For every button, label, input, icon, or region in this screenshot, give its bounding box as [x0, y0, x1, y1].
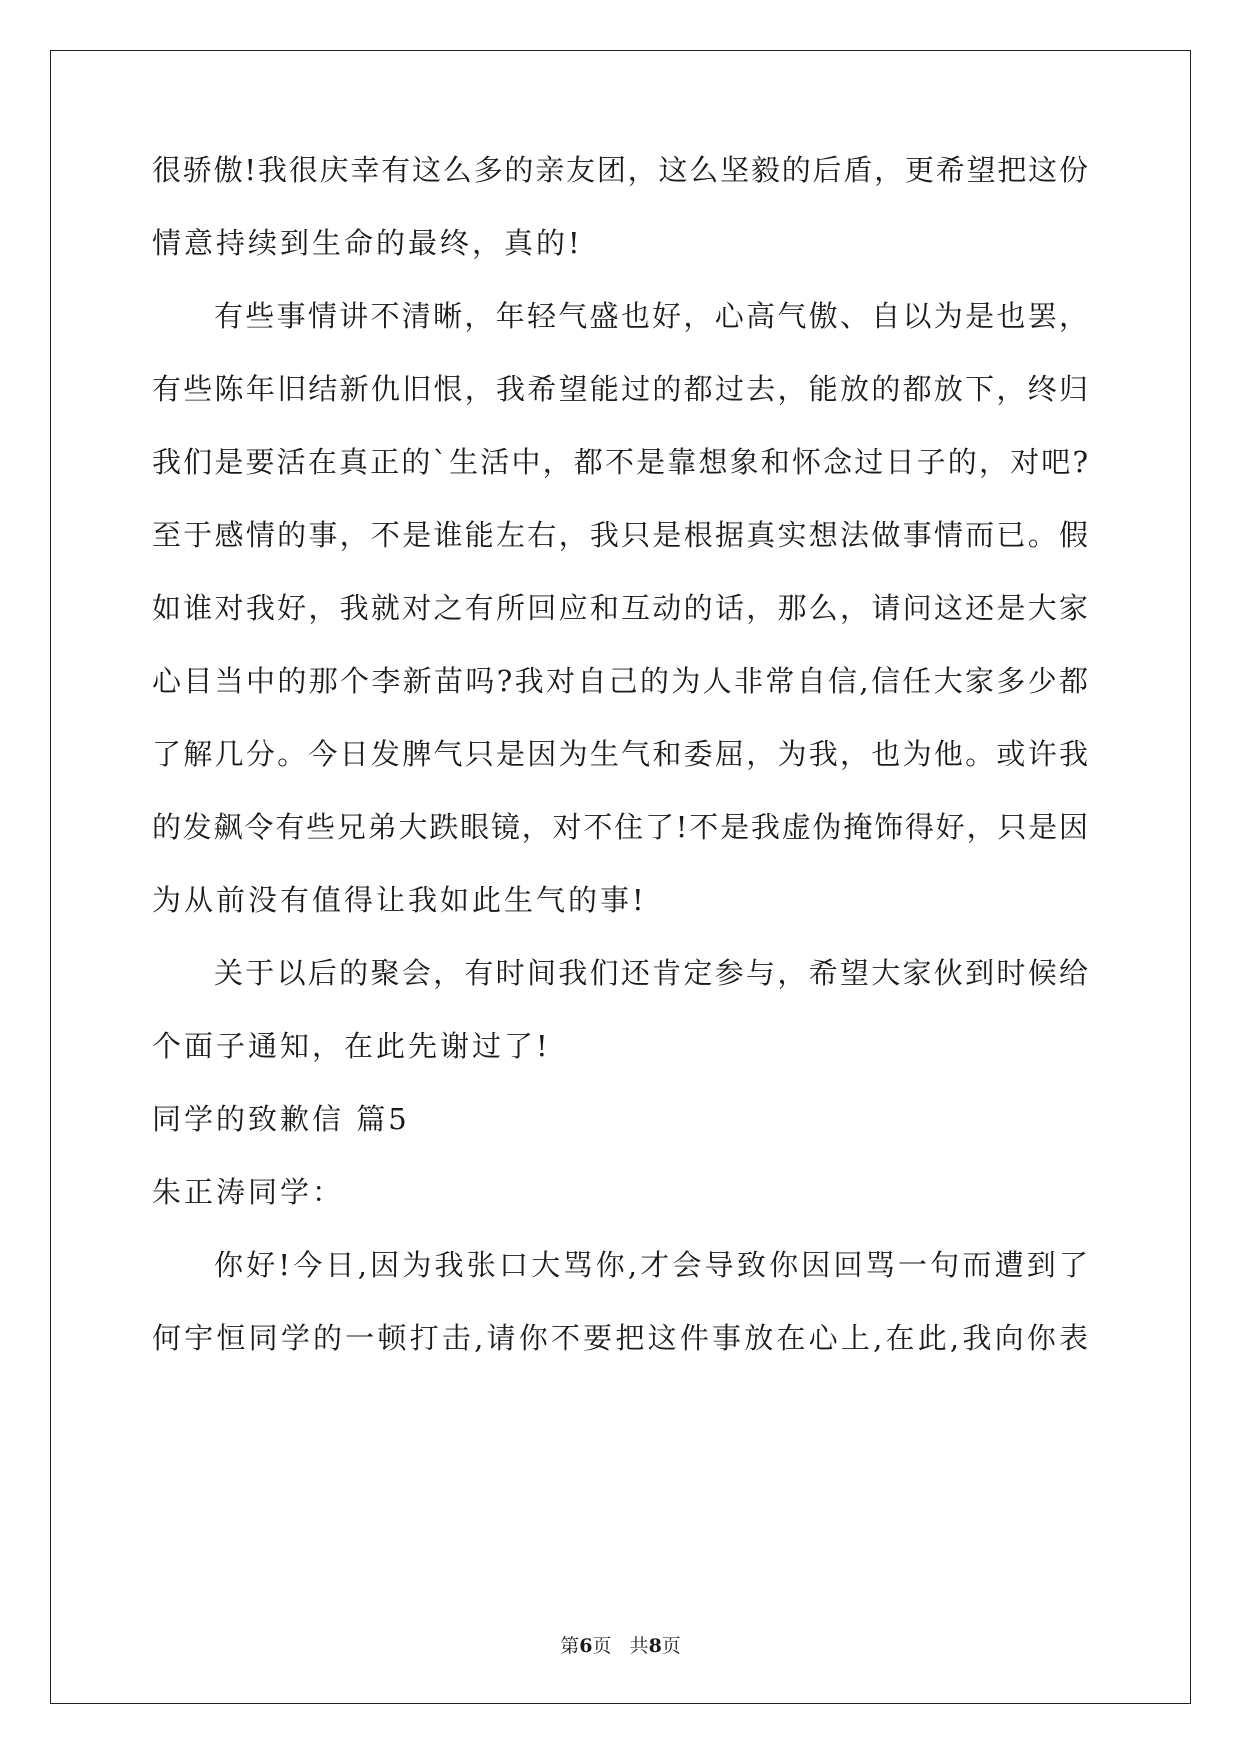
- body-line: 我们是要活在真正的`生活中，都不是靠想象和怀念过日子的，对吧?: [152, 445, 1088, 479]
- body-line: 很骄傲!我很庆幸有这么多的亲友团，这么坚毅的后盾，更希望把这份: [152, 153, 1088, 187]
- page-footer: [0, 1634, 1241, 1658]
- section-heading: 同学的致歉信 篇5: [152, 1102, 410, 1136]
- body-line: 为从前没有值得让我如此生气的事!: [152, 883, 647, 917]
- body-line: 情意持续到生命的最终，真的!: [152, 226, 583, 260]
- body-line: 有些陈年旧结新仇旧恨，我希望能过的都过去，能放的都放下，终归: [152, 372, 1088, 406]
- footer-page-prefix: 第: [560, 1635, 580, 1657]
- body-line: 个面子通知，在此先谢过了!: [152, 1029, 551, 1063]
- body-line: 何宇恒同学的一顿打击,请你不要把这件事放在心上,在此,我向你表: [152, 1321, 1088, 1355]
- footer-page-mid: 页 共: [592, 1635, 649, 1657]
- body-line: 心目当中的那个李新苗吗?我对自己的为人非常自信,信任大家多少都: [152, 664, 1088, 698]
- footer-page-total: 8: [648, 1635, 662, 1657]
- body-line: 有些事情讲不清晰，年轻气盛也好，心高气傲、自以为是也罢，: [214, 299, 1088, 333]
- footer-page-current: 6: [579, 1635, 593, 1657]
- body-line: 的发飙令有些兄弟大跌眼镜，对不住了!不是我虚伪掩饰得好，只是因: [152, 810, 1088, 844]
- body-line: 关于以后的聚会，有时间我们还肯定参与，希望大家伙到时候给: [214, 956, 1088, 990]
- body-line: 如谁对我好，我就对之有所回应和互动的话，那么，请问这还是大家: [152, 591, 1088, 625]
- body-line: 了解几分。今日发脾气只是因为生气和委屈，为我，也为他。或许我: [152, 737, 1088, 771]
- body-line: 你好!今日,因为我张口大骂你,才会导致你因回骂一句而遭到了: [214, 1248, 1088, 1282]
- footer-page-suffix: 页: [661, 1635, 681, 1657]
- salutation: 朱正涛同学：: [152, 1175, 345, 1209]
- body-line: 至于感情的事，不是谁能左右，我只是根据真实想法做事情而已。假: [152, 518, 1088, 552]
